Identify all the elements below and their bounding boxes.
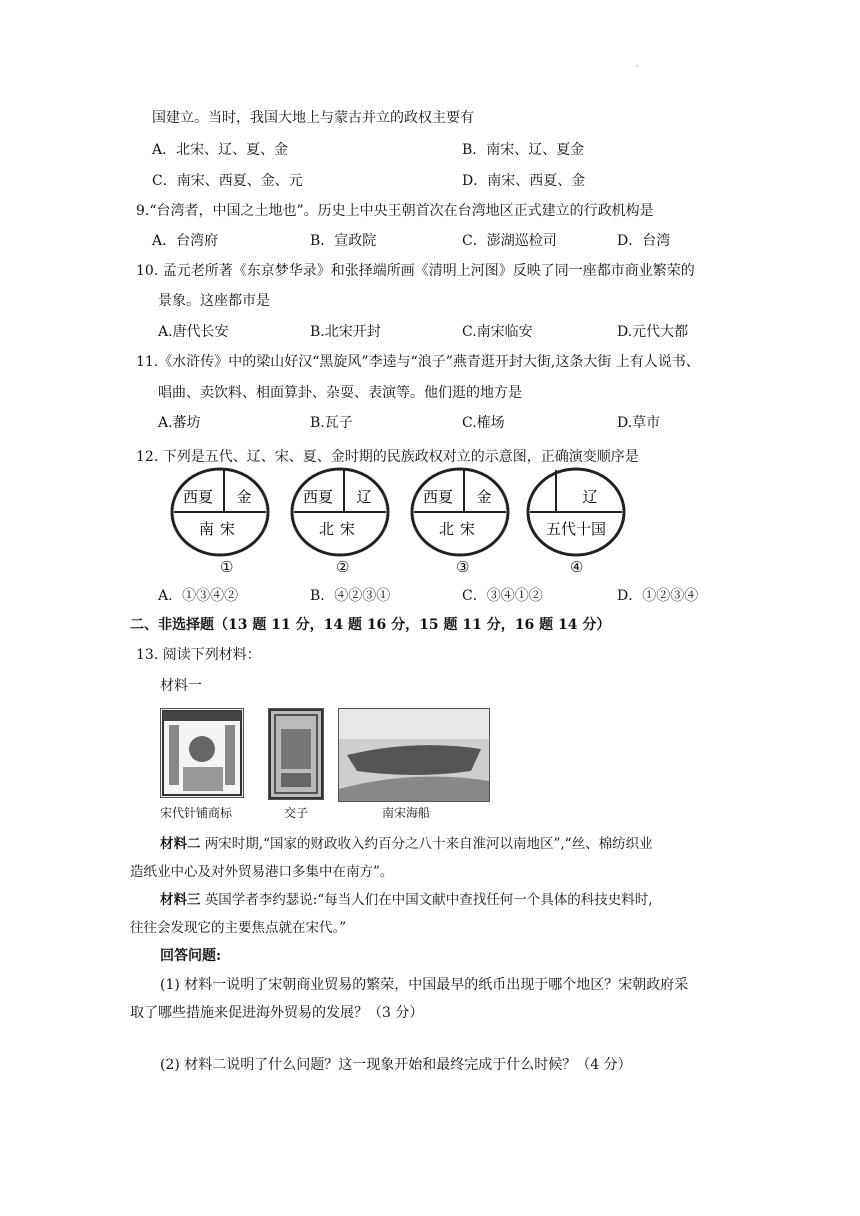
circle2-number: ② — [336, 558, 350, 576]
material-3-line2: 往往会发现它的主要焦点就在宋代。” — [130, 920, 347, 936]
q12-regime-diagram — [170, 466, 630, 558]
q11-stem-line1: 11.《水浒传》中的梁山好汉“黑旋风”李逵与“浪子”燕青逛开封大街,这条大街 上有人说书、 — [136, 354, 700, 370]
circle1-bottom: 南宋 — [198, 520, 242, 538]
circle3-top-right: 金 — [476, 488, 492, 506]
q12-option-b: B．④②③① — [310, 588, 391, 604]
q12-option-c: C．③④①② — [462, 588, 543, 604]
q11-option-d: D.草市 — [617, 415, 661, 431]
section-heading: 二、非选择题（13 题 11 分，14 题 16 分，15 题 11 分，16 题 14 分） — [130, 617, 611, 633]
caption-needle-shop-trademark: 宋代针铺商标 — [160, 806, 233, 820]
q10-stem-line1: 10. 孟元老所著《东京梦华录》和张择端所画《清明上河图》反映了同一座都市商业繁荣的 — [136, 263, 695, 279]
circle4-number: ④ — [570, 558, 584, 576]
q8-option-b: B．南宋、辽、夏金 — [462, 142, 585, 158]
q8-option-a: A．北宋、辽、夏、金 — [152, 142, 289, 158]
material-1-label: 材料一 — [160, 678, 202, 694]
q8-stem: 国建立。当时，我国大地上与蒙古并立的政权主要有 — [152, 110, 474, 126]
q10-option-b: B.北宋开封 — [310, 324, 381, 340]
southern-song-ship-image — [338, 708, 490, 802]
regime-circle-2 — [292, 469, 388, 555]
q9-stem: 9.“台湾者，中国之土地也”。历史上中央王朝首次在台湾地区正式建立的行政机构是 — [136, 203, 654, 219]
material-3-line1: 材料三 英国学者李约瑟说:“每当人们在中国文献中查找任何一个具体的科技史料时, — [160, 892, 653, 908]
q11-stem-line2: 唱曲、卖饮料、相面算卦、杂耍、表演等。他们逛的地方是 — [158, 385, 522, 401]
q12-stem: 12. 下列是五代、辽、宋、夏、金时期的民族政权对立的示意图，正确演变顺序是 — [136, 449, 639, 465]
q9-option-b: B．宣政院 — [310, 233, 377, 249]
material-2-line2: 造纸业中心及对外贸易港口多集中在南方”。 — [130, 864, 394, 880]
q12-option-a: A．①③④② — [158, 588, 239, 604]
q12-option-d: D．①②③④ — [617, 588, 699, 604]
regime-circle-3 — [412, 469, 508, 555]
circle3-number: ③ — [456, 558, 470, 576]
q13-stem: 13. 阅读下列材料： — [136, 647, 261, 663]
circle1-number: ① — [220, 558, 234, 576]
q9-option-a: A．台湾府 — [152, 233, 219, 249]
q10-option-d: D.元代大都 — [617, 324, 689, 340]
circle4-bottom: 五代十国 — [545, 520, 607, 538]
circle2-bottom: 北宋 — [318, 520, 362, 538]
material-2-line1: 材料二 两宋时期,“国家的财政收入约百分之八十来自淮河以南地区”,“丝、棉纺织业 — [160, 836, 653, 852]
q10-stem-line2: 景象。这座都市是 — [158, 293, 270, 309]
q10-option-a: A.唐代长安 — [158, 324, 229, 340]
q9-option-c: C．澎湖巡检司 — [462, 233, 557, 249]
circle2-top-left: 西夏 — [302, 488, 334, 506]
regime-circle-4 — [528, 469, 624, 555]
q13-sub1-line1: (1) 材料一说明了宋朝商业贸易的繁荣，中国最早的纸币出现于哪个地区？宋朝政府采 — [160, 977, 689, 993]
answer-questions-label: 回答问题: — [160, 948, 222, 964]
jiaozi-banknote-image — [268, 708, 324, 800]
q11-option-c: C.榷场 — [462, 415, 505, 431]
circle3-bottom: 北宋 — [438, 520, 482, 538]
circle3-top-left: 西夏 — [422, 488, 454, 506]
q13-sub1-line2: 取了哪些措施来促进海外贸易的发展？（3 分） — [130, 1005, 424, 1021]
circle4-top-right: 辽 — [582, 488, 598, 506]
q13-sub2: (2) 材料二说明了什么问题？这一现象开始和最终完成于什么时候？（4 分） — [160, 1057, 632, 1073]
q8-option-d: D．南宋、西夏、金 — [462, 173, 586, 189]
caption-southern-song-ship: 南宋海船 — [382, 806, 431, 820]
circle1-top-left: 西夏 — [182, 488, 214, 506]
q9-option-d: D．台湾 — [617, 233, 671, 249]
q11-option-a: A.蕃坊 — [158, 415, 201, 431]
q10-option-c: C.南宋临安 — [462, 324, 533, 340]
regime-circle-1 — [172, 469, 268, 555]
q8-option-c: C．南宋、西夏、金、元 — [152, 173, 303, 189]
needle-shop-trademark-image — [160, 708, 244, 798]
page-mark: · — [636, 62, 639, 71]
circle2-top-right: 辽 — [356, 488, 372, 506]
caption-jiaozi: 交子 — [284, 806, 309, 820]
circle1-top-right: 金 — [236, 488, 252, 506]
q11-option-b: B.瓦子 — [310, 415, 353, 431]
